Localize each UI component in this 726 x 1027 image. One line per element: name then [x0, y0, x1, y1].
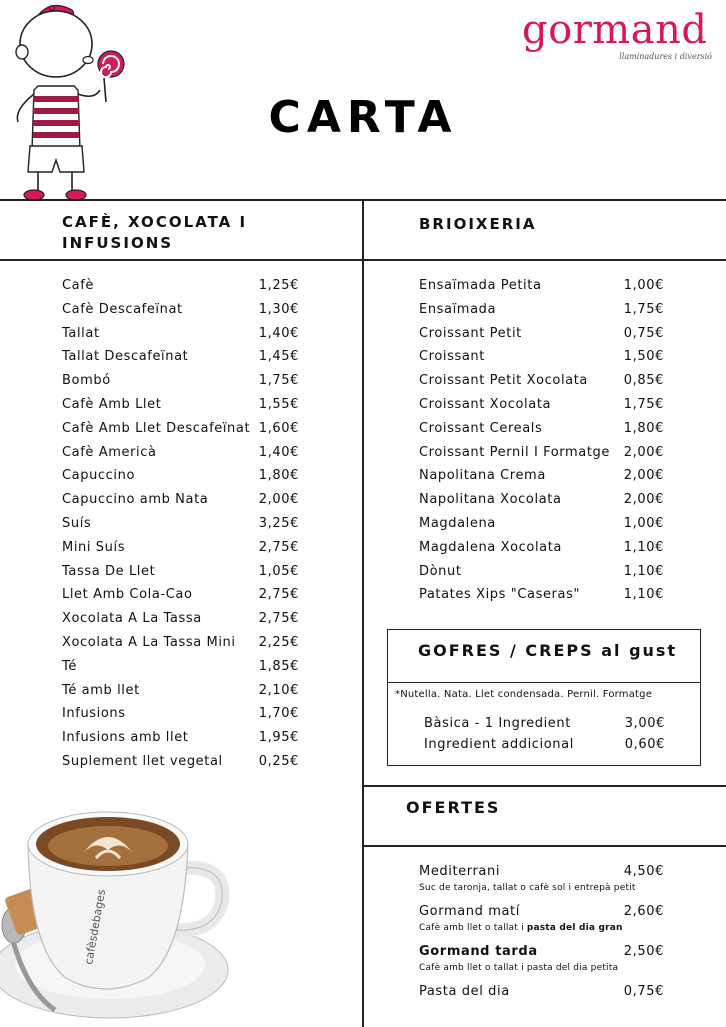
list-item — [419, 587, 664, 611]
coffee-list — [62, 278, 299, 778]
offer-row — [419, 984, 664, 1003]
item-price: 1,75€ — [623, 301, 664, 317]
item-name: Ensaïmada Petita — [419, 278, 542, 293]
gofres-divider — [388, 682, 700, 683]
item-name: Croissant Cereals — [419, 420, 543, 436]
item-price: 2,10€ — [258, 682, 299, 698]
list-item — [419, 302, 664, 326]
offer-description: Cafè amb llet o tallat i pasta del dia petita — [419, 963, 619, 973]
offer-description: Suc de taronja, tallat o cafè sol i entrepà petit — [419, 883, 636, 893]
item-name: Ingredient addicional — [424, 737, 574, 752]
brioixeria-list — [419, 278, 664, 611]
list-item — [419, 540, 664, 564]
offer-name: Mediterrani — [419, 864, 501, 879]
item-price: 1,85€ — [258, 658, 299, 674]
list-item — [419, 397, 664, 421]
item-name: Capuccino amb Nata — [62, 492, 209, 508]
item-price: 1,45€ — [258, 349, 299, 365]
item-price: 2,00€ — [623, 444, 664, 460]
coffee-heading-line1: CAFÈ, XOCOLATA I — [62, 213, 248, 231]
item-price: 0,25€ — [258, 753, 299, 769]
item-price: 0,75€ — [623, 325, 664, 341]
item-name: Mini Suís — [62, 539, 126, 555]
list-item — [424, 737, 665, 758]
offer-description-bold: pasta del dia gran — [526, 923, 623, 933]
item-name: Tallat Descafeïnat — [62, 349, 189, 365]
page-title: CARTA — [268, 92, 458, 143]
list-item — [62, 349, 299, 373]
item-price: 1,60€ — [258, 420, 299, 436]
item-price: 1,80€ — [623, 420, 664, 436]
coffee-heading — [62, 212, 247, 254]
list-item — [62, 492, 299, 516]
list-item — [62, 706, 299, 730]
list-item — [62, 635, 299, 659]
list-item — [62, 564, 299, 588]
item-name: Tallat — [62, 325, 100, 341]
item-price: 1,80€ — [258, 468, 299, 484]
list-item — [62, 730, 299, 754]
ofertes-heading: OFERTES — [406, 798, 501, 817]
list-item — [62, 326, 299, 350]
gofres-note: *Nutella. Nata. Llet condensada. Pernil. Formatge — [395, 689, 653, 700]
item-name: Xocolata A La Tassa Mini — [62, 634, 236, 650]
item-price: 0,85€ — [623, 373, 664, 389]
item-name: Napolitana Crema — [419, 468, 546, 484]
item-name: Ensaïmada — [419, 301, 497, 317]
offer-price: 4,50€ — [623, 864, 664, 879]
item-name: Té amb llet — [62, 682, 140, 698]
item-name: Bàsica - 1 Ingredient — [424, 716, 571, 731]
item-price: 1,30€ — [258, 301, 299, 317]
offer-description — [419, 923, 664, 944]
item-name: Croissant — [419, 349, 485, 365]
list-item — [419, 373, 664, 397]
item-price: 1,75€ — [623, 396, 664, 412]
item-price: 3,00€ — [624, 716, 665, 731]
gofres-box — [387, 629, 701, 766]
item-price: 1,70€ — [258, 706, 299, 722]
item-name: Cafè Amb Llet Descafeïnat — [62, 420, 251, 436]
item-price: 0,60€ — [624, 737, 665, 752]
item-name: Croissant Petit Xocolata — [419, 373, 588, 389]
item-name: Napolitana Xocolata — [419, 492, 562, 508]
offer-name: Pasta del dia — [419, 984, 510, 999]
coffee-heading-line2: INFUSIONS — [62, 234, 174, 252]
brand-logo — [522, 8, 722, 61]
item-price: 2,00€ — [623, 492, 664, 508]
item-price: 1,55€ — [258, 396, 299, 412]
list-item — [62, 540, 299, 564]
item-price: 1,40€ — [258, 325, 299, 341]
list-item — [62, 516, 299, 540]
list-item — [62, 397, 299, 421]
list-item — [424, 716, 665, 737]
item-price: 1,75€ — [258, 373, 299, 389]
offer-price: 2,50€ — [623, 944, 664, 959]
list-item — [419, 349, 664, 373]
item-price: 2,75€ — [258, 611, 299, 627]
list-item — [62, 754, 299, 778]
item-name: Cafè Descafeïnat — [62, 301, 183, 317]
offer-price: 0,75€ — [623, 984, 664, 999]
item-price: 1,10€ — [623, 539, 664, 555]
item-name: Capuccino — [62, 468, 136, 484]
list-item — [62, 302, 299, 326]
item-name: Cafè — [62, 278, 95, 293]
item-price: 1,95€ — [258, 730, 299, 746]
list-item — [419, 326, 664, 350]
list-item — [62, 468, 299, 492]
item-price: 2,00€ — [258, 492, 299, 508]
offer-price: 2,60€ — [623, 904, 664, 919]
list-item — [62, 421, 299, 445]
list-item — [62, 587, 299, 611]
item-price: 2,00€ — [623, 468, 664, 484]
item-price: 1,10€ — [623, 563, 664, 579]
item-name: Suplement llet vegetal — [62, 753, 223, 769]
item-name: Croissant Pernil I Formatge — [419, 444, 610, 460]
list-item — [62, 611, 299, 635]
gofres-list — [424, 716, 665, 758]
item-name: Croissant Petit — [419, 325, 522, 341]
item-name: Dònut — [419, 563, 462, 579]
item-name: Croissant Xocolata — [419, 396, 552, 412]
offer-row — [419, 944, 664, 963]
item-price: 1,00€ — [623, 515, 664, 531]
list-item — [62, 683, 299, 707]
item-price: 1,50€ — [623, 349, 664, 365]
item-name: Cafè Americà — [62, 444, 157, 460]
brand-tagline: llaminadures i diversió — [619, 52, 712, 61]
item-name: Infusions — [62, 706, 126, 722]
brioixeria-heading: BRIOIXERIA — [419, 215, 537, 233]
offer-row — [419, 864, 664, 883]
gofres-heading: GOFRES / CREPS al gust — [418, 641, 678, 660]
list-item — [419, 445, 664, 469]
item-name: Cafè Amb Llet — [62, 396, 162, 412]
list-item — [419, 421, 664, 445]
item-name: Xocolata A La Tassa — [62, 611, 202, 627]
list-item — [62, 445, 299, 469]
cup-brand-text: cafèsdebages — [82, 888, 109, 966]
item-price: 2,25€ — [258, 634, 299, 650]
coffee-cup-illustration — [0, 800, 250, 1027]
ofertes-list — [419, 864, 664, 1003]
offer-name: Gormand tarda — [419, 944, 538, 959]
list-item — [419, 492, 664, 516]
item-name: Llet Amb Cola-Cao — [62, 587, 193, 603]
item-price: 2,75€ — [258, 539, 299, 555]
offer-name: Gormand matí — [419, 904, 520, 919]
list-item — [419, 564, 664, 588]
offer-row — [419, 904, 664, 923]
list-item — [419, 516, 664, 540]
ofertes-header-divider — [363, 845, 726, 847]
list-item — [419, 278, 664, 302]
item-name: Magdalena Xocolata — [419, 539, 563, 555]
item-name: Bombó — [62, 373, 111, 389]
item-name: Patates Xips "Caseras" — [419, 587, 581, 603]
item-price: 1,10€ — [623, 587, 664, 603]
item-price: 1,25€ — [258, 278, 299, 293]
item-name: Infusions amb llet — [62, 730, 189, 746]
item-name: Té — [62, 658, 77, 674]
item-name: Suís — [62, 515, 92, 531]
list-item — [419, 468, 664, 492]
item-price: 1,00€ — [623, 278, 664, 293]
item-price: 1,40€ — [258, 444, 299, 460]
offer-description-text: Cafè amb llet o tallat i — [419, 923, 527, 933]
ofertes-top-divider — [363, 785, 726, 787]
item-price: 3,25€ — [258, 515, 299, 531]
list-item — [62, 373, 299, 397]
list-item — [62, 659, 299, 683]
column-divider — [362, 199, 364, 1027]
item-name: Tassa De Llet — [62, 563, 156, 579]
item-price: 2,75€ — [258, 587, 299, 603]
brand-name: gormand — [522, 7, 708, 53]
list-item — [62, 278, 299, 302]
item-price: 1,05€ — [258, 563, 299, 579]
item-name: Magdalena — [419, 515, 496, 531]
